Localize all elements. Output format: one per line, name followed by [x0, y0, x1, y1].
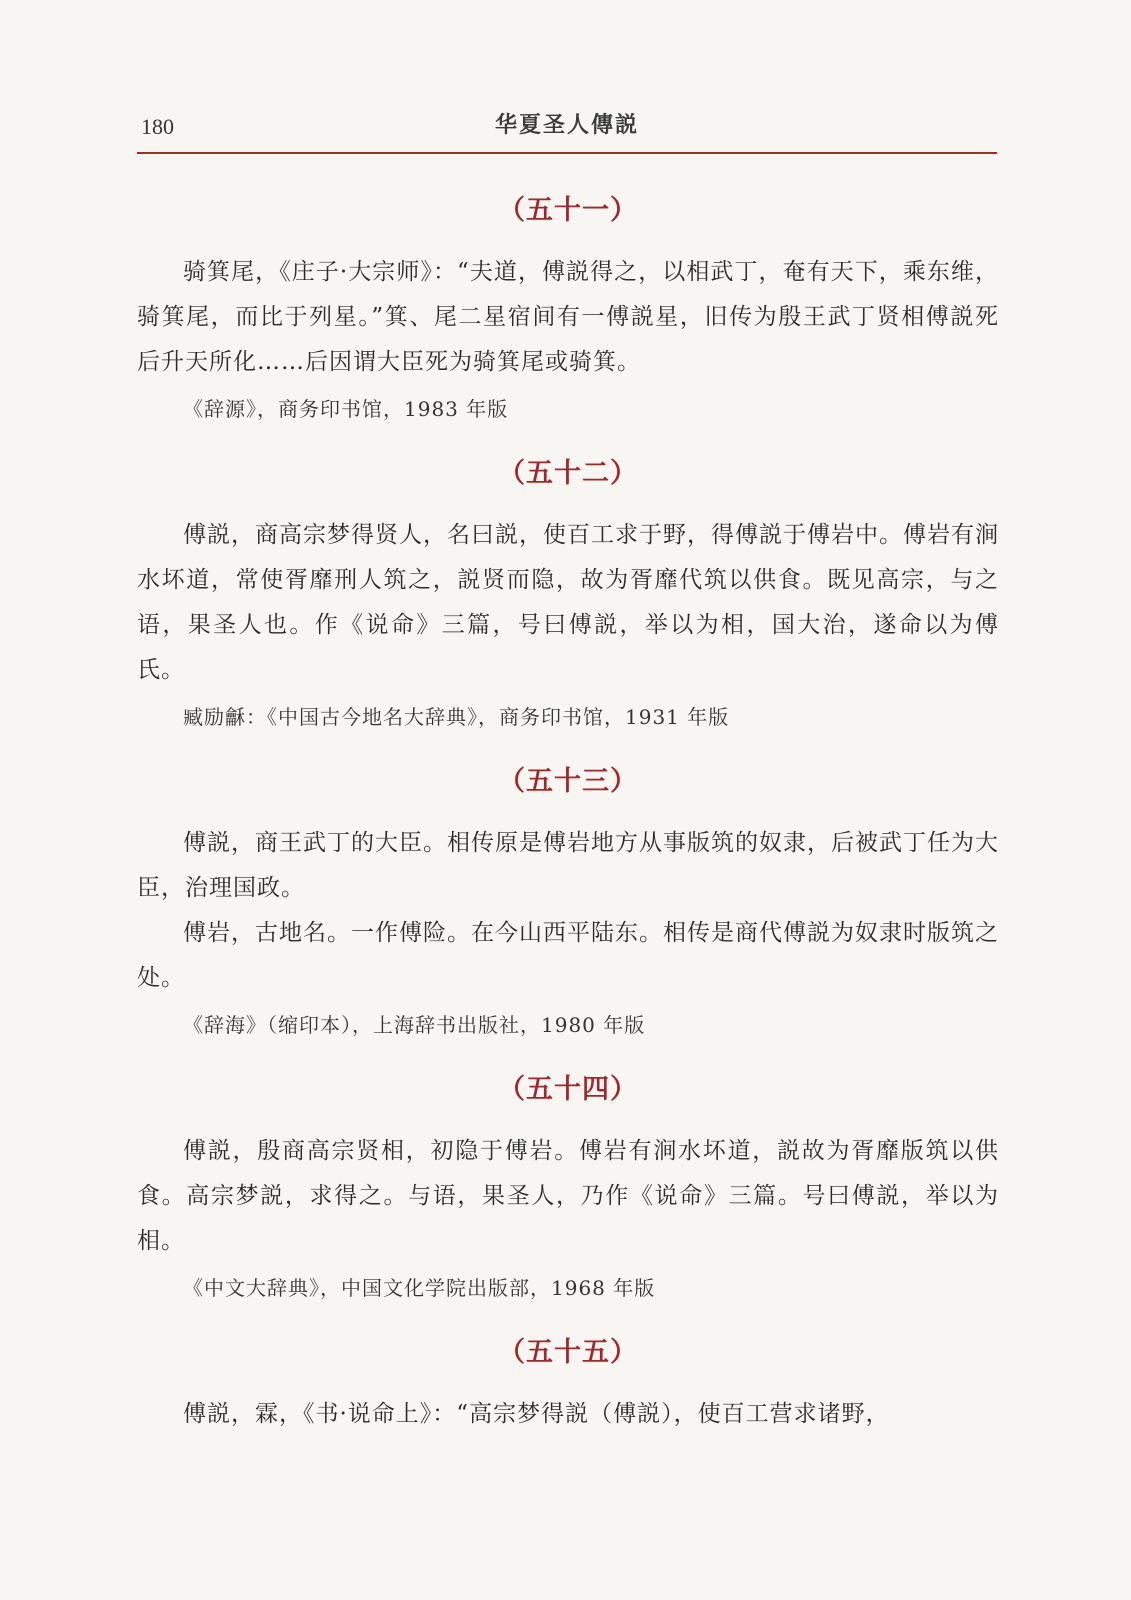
- entry-52: [137, 451, 999, 737]
- entry-heading: （五十五）: [498, 1337, 638, 1368]
- entry-paragraph: 傅説，殷商高宗贤相，初隐于傅岩。傅岩有涧水坏道，説故为胥靡版筑以供食。高宗梦説，求得之。与语，果圣人，乃作《说命》三篇。号曰傅説，举以为相。: [137, 1138, 999, 1254]
- header-divider: [137, 152, 997, 154]
- entry-paragraph: 傅説，商王武丁的大臣。相传原是傅岩地方从事版筑的奴隶，后被武丁任为大臣，治理国政。: [137, 830, 999, 901]
- entry-heading: （五十二）: [498, 458, 638, 489]
- entry-source: 《中文大辞典》，中国文化学院出版部，1968 年版: [183, 1276, 656, 1300]
- entry-heading: （五十四）: [498, 1074, 638, 1105]
- page-header: [137, 108, 997, 152]
- entry-51: [137, 188, 999, 429]
- entry-53: [137, 759, 999, 1045]
- entry-paragraph: 骑箕尾，《庄子·大宗师》：“夫道，傅説得之，以相武丁，奄有天下，乘东维，骑箕尾，而比于列星。”箕、尾二星宿间有一傅説星，旧传为殷王武丁贤相傅説死后升天所化……后因谓大臣死为骑箕尾或骑箕。: [137, 259, 999, 375]
- page-number: 180: [141, 114, 174, 139]
- running-title: 华夏圣人傳説: [494, 113, 639, 138]
- entry-paragraph: 傅説，商高宗梦得贤人，名曰説，使百工求于野，得傅説于傅岩中。傅岩有涧水坏道，常使胥靡刑人筑之，説贤而隐，故为胥靡代筑以供食。既见高宗，与之语，果圣人也。作《说命》三篇，号曰傅説，举以为相，国大治，遂命以为傅氏。: [137, 522, 999, 683]
- page-body: [137, 188, 999, 1437]
- entry-55: [137, 1330, 999, 1437]
- entry-source: 《辞海》（缩印本），上海辞书出版社，1980 年版: [183, 1013, 646, 1037]
- entry-54: [137, 1067, 999, 1308]
- entry-source: 臧励龢：《中国古今地名大辞典》，商务印书馆，1931 年版: [183, 705, 730, 729]
- entry-paragraph: 傅岩，古地名。一作傅险。在今山西平陆东。相传是商代傅説为奴隶时版筑之处。: [137, 920, 999, 991]
- entry-heading: （五十一）: [498, 195, 638, 226]
- entry-source: 《辞源》，商务印书馆，1983 年版: [183, 397, 509, 421]
- entry-heading: （五十三）: [498, 766, 638, 797]
- entry-paragraph: 傅説，霖，《书·说命上》：“高宗梦得説（傅説），使百工营求诸野，: [183, 1401, 890, 1427]
